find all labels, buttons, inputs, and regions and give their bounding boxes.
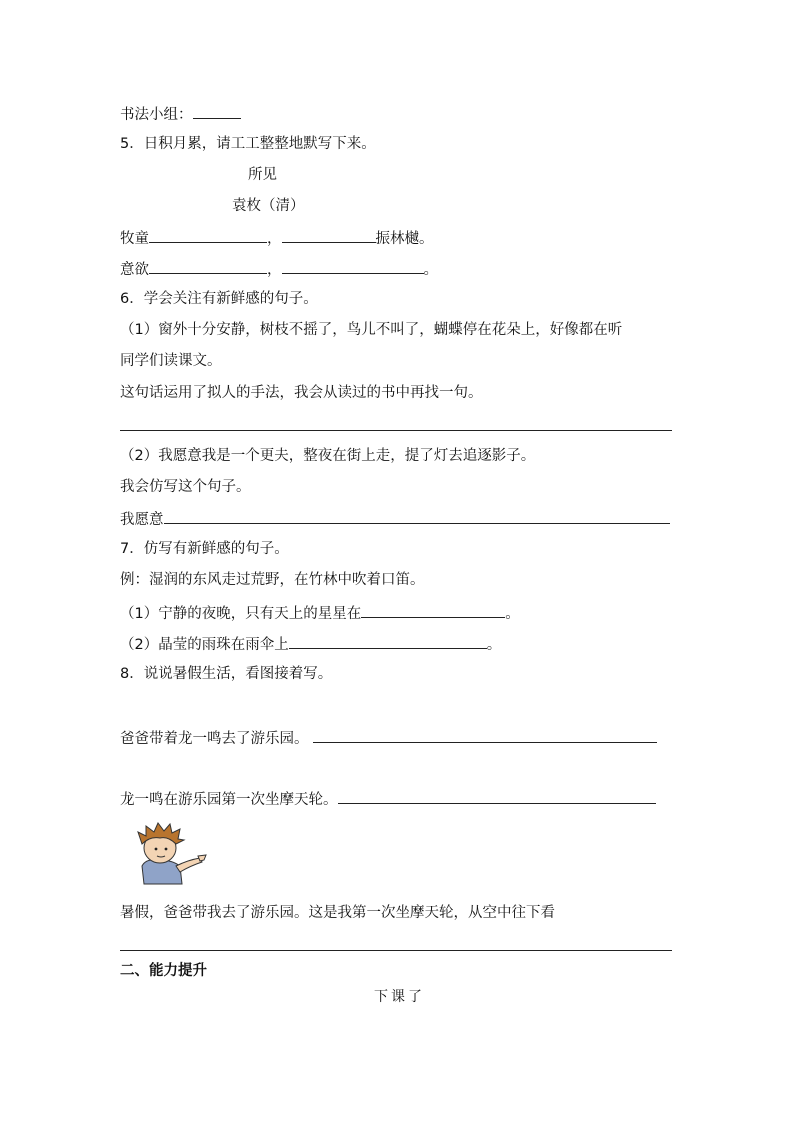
poem-line-1-end: 振林樾。: [375, 231, 434, 247]
q6-part1-line2: 同学们读课文。: [120, 353, 222, 369]
boy-illustration: [124, 822, 208, 886]
poem-line-1-blank-a[interactable]: [149, 227, 267, 243]
q7-item-1-end: 。: [505, 606, 520, 622]
q8-line-2-blank[interactable]: [338, 788, 656, 804]
q7-item-2-end: 。: [486, 637, 502, 653]
q7-item-1-blank[interactable]: [361, 602, 505, 618]
q7-item-2-blank[interactable]: [289, 633, 487, 649]
q6-part2-task: 我会仿写这个句子。: [120, 479, 251, 495]
section-2-heading: 二、能力提升: [120, 963, 207, 979]
q7-item-1: [120, 602, 520, 624]
q8-line-1-blank[interactable]: [313, 727, 657, 743]
q8-prompt: 8．说说暑假生活，看图接着写。: [120, 666, 333, 682]
q8-line-2: [120, 788, 656, 810]
q4-tail-blank[interactable]: [193, 103, 241, 119]
q7-item-2: [120, 633, 501, 655]
q6-part1-line1: （1）窗外十分安静，树枝不摇了，鸟儿不叫了，蝴蝶停在花朵上，好像都在听: [120, 322, 623, 338]
q8-line-2-text: 龙一鸣在游乐园第一次坐摩天轮。: [120, 792, 338, 808]
q7-item-2-start: （2）晶莹的雨珠在雨伞上: [120, 637, 289, 653]
poem-line-2-end: 。: [423, 262, 438, 278]
q6-part1-task: 这句话运用了拟人的手法，我会从读过的书中再找一句。: [120, 385, 483, 401]
poem-line-2-sep: ，: [267, 262, 282, 278]
poem-line-2-start: 意欲: [120, 262, 149, 278]
q8-paragraph-answer-line[interactable]: [120, 950, 672, 951]
q4-tail-line: [120, 103, 241, 125]
poem-title: 所见: [248, 167, 277, 183]
q6-prompt: 6．学会关注有新鲜感的句子。: [120, 291, 318, 307]
q4-tail-label: 书法小组：: [120, 107, 193, 123]
q6-part2-start: 我愿意: [120, 512, 164, 528]
poem-line-1-blank-b[interactable]: [282, 227, 376, 243]
q6-part2-blank[interactable]: [164, 508, 670, 524]
q5-prompt: 5．日积月累，请工工整整地默写下来。: [120, 136, 376, 152]
poem-line-2: [120, 258, 438, 280]
q7-item-1-start: （1）宁静的夜晚，只有天上的星星在: [120, 606, 362, 622]
poem-line-1-sep: ，: [267, 231, 282, 247]
q6-part2-answer: [120, 508, 670, 530]
poem-line-1: [120, 227, 434, 249]
q7-prompt: 7．仿写有新鲜感的句子。: [120, 541, 289, 557]
poem-line-1-start: 牧童: [120, 231, 149, 247]
q6-part1-answer-line[interactable]: [120, 430, 672, 431]
q8-paragraph: 暑假，爸爸带我去了游乐园。这是我第一次坐摩天轮，从空中往下看: [120, 905, 555, 921]
q7-example: 例：湿润的东风走过荒野，在竹林中吹着口笛。: [120, 572, 425, 588]
footer-text: 下课了: [374, 989, 425, 1005]
q8-line-1: [120, 727, 657, 749]
poem-author: 袁枚（清）: [232, 198, 305, 214]
poem-line-2-blank-b[interactable]: [282, 258, 424, 274]
q6-part2-sentence: （2）我愿意我是一个更夫，整夜在街上走，提了灯去追逐影子。: [120, 448, 536, 464]
poem-line-2-blank-a[interactable]: [149, 258, 267, 274]
q8-line-1-text: 爸爸带着龙一鸣去了游乐园。: [120, 731, 309, 747]
